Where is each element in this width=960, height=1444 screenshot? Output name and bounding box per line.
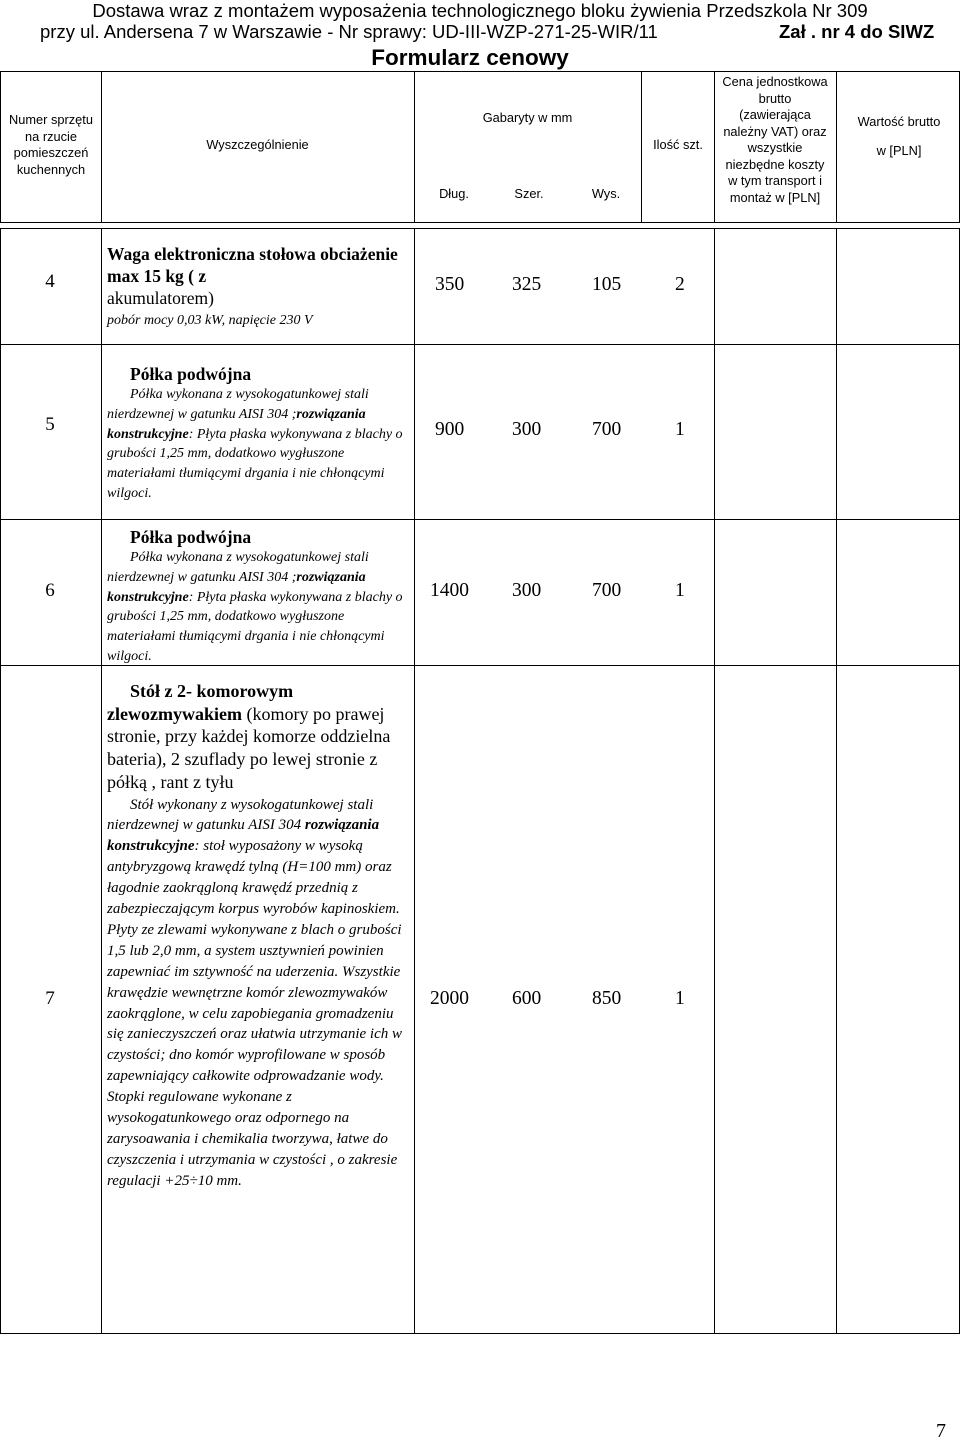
form-title: Formularz cenowy [371,45,569,70]
row-4-subtitle: akumulatorem) [107,288,214,308]
col-description-header: Wyszczególnienie [206,137,309,152]
col-dimensions-header: Gabaryty w mm [482,110,573,125]
row-6-quantity: 1 [675,580,685,601]
row-5-width: 300 [512,419,542,440]
row-5-height: 700 [592,419,622,440]
row-7-length: 2000 [430,988,469,1009]
row-7-quantity: 1 [675,988,685,1009]
row-6-width: 300 [512,580,542,601]
price-table-header [0,71,960,223]
col-total-value-line1: Wartość brutto [857,114,941,129]
case-number: przy ul. Andersena 7 w Warszawie - Nr sprawy: UD-III-WZP-271-25-WIR/11 [40,21,658,42]
row-4-number: 4 [45,271,55,292]
row-5-length: 900 [435,419,465,440]
row-6-spec: Półka wykonana z wysokogatunkowej stali nierdzewnej w gatunku AISI 304 ;rozwiązania konstrukcyjne: Płyta płaska wykonywana z blachy o grubości 1,25 mm, dodatkowo wygłuszone materiałami tłumiącymi drgania i nie chłonącymi wilgoci. [107,550,403,664]
row-4-spec: pobór mocy 0,03 kW, napięcie 230 V [107,313,313,328]
row-4-description [107,243,407,331]
col-width-header: Szer. [514,186,544,201]
row-7-spec: Stół wykonany z wysokogatunkowej stali nierdzewnej w gatunku AISI 304 rozwiązania konstrukcyjne: stoł wyposażony w wysoką antybryzgową krawędź tylną (H=100 mm) oraz łagodnie zaokrągloną krawędź przednią z zabezpieczającym korpus wyrobów kapinoskiem. Płyty ze zlewami wykonywane z blach o grubości 1,5 lub 2,0 mm, a system usztywnień powinien zapewniać im sztywność na uderzenia. Wszystkie krawędzie wewnętrzne komór zlewozmywaków zaokrąglone, w celu zapobiegania gromadzeniu się zanieczyszczeń oraz ułatwia utrzymanie ich w czystości; dno komór wyprofilowane w sposób zapewniający całkowite odprowadzanie wody. Stopki regulowane wykonane z wysokogatunkowego oraz odpornego na zarysoawania i chemikalia tworzywa, łatwe do czyszczenia i utrzymania w czystości , o zakresie regulacji +25÷10 mm. [107,796,402,1189]
row-5-description [107,363,407,504]
row-6-number: 6 [45,580,55,601]
page-number: 7 [936,1420,946,1442]
row-4-height: 105 [592,274,622,295]
row-5-number: 5 [45,414,55,435]
col-length-header: Dług. [439,186,469,201]
row-6-length: 1400 [430,580,469,601]
col-total-value-line2: w [PLN] [876,142,922,158]
attachment-label: Zał . nr 4 do SIWZ [779,21,935,42]
row-7-height: 850 [592,988,622,1009]
row-7-title: Stół z 2- komorowym zlewozmywakiem (komory po prawej stronie, przy każdej komorze oddzielna bateria), 2 szuflady po lewej stronie z półką , rant z tyłu [107,681,391,792]
row-5-quantity: 1 [675,419,685,440]
col-total-value-header [837,114,960,159]
document-header-title: Dostawa wraz z montażem wyposażenia technologicznego bloku żywienia Przedszkola Nr 309 [92,0,868,21]
row-5-spec: Półka wykonana z wysokogatunkowej stali nierdzewnej w gatunku AISI 304 ;rozwiązania konstrukcyjne: Płyta płaska wykonywana z blachy o grubości 1,25 mm, dodatkowo wygłuszone materiałami tłumiącymi drgania i nie chłonącymi wilgoci. [107,387,403,501]
col-quantity-header: Ilość szt. [653,137,703,152]
row-5-title: Półka podwójna [130,364,252,384]
col-height-header: Wys. [591,186,621,201]
row-7-number: 7 [45,988,55,1009]
col-number-header: Numer sprzętu na rzucie pomieszczeń kuchennych [9,112,93,177]
row-6-description [107,526,407,667]
row-4-length: 350 [435,274,465,295]
row-7-width: 600 [512,988,542,1009]
row-6-height: 700 [592,580,622,601]
document-header-reference [0,21,960,43]
col-unit-price-header: Cena jednostkowa brutto (zawierająca należny VAT) oraz wszystkie niezbędne koszty w tym transport i montaż w [PLN] [722,74,828,205]
row-4-width: 325 [512,274,542,295]
row-4-title: Waga elektroniczna stołowa obciażenie max 15 kg ( z [107,244,398,286]
row-4-quantity: 2 [675,274,685,295]
row-7-description [107,680,407,1192]
row-6-title: Półka podwójna [130,527,252,547]
